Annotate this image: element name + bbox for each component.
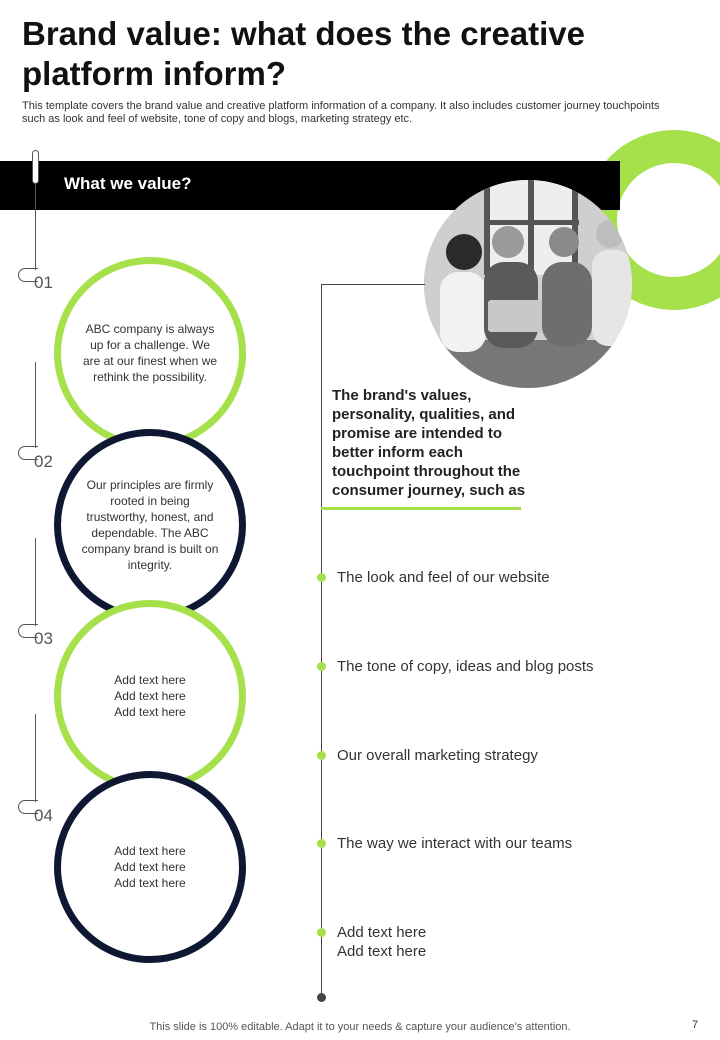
lead-underline (321, 507, 521, 510)
bullet-dot (317, 928, 326, 937)
timeline-knob (32, 150, 39, 184)
value-text: Add text here Add text here Add text here (114, 844, 186, 890)
footer-note: This slide is 100% editable. Adapt it to your needs & capture your audience’s attention. (149, 1021, 571, 1033)
page-title: Brand value: what does the creative platform inform? (22, 15, 586, 92)
bullet-dot (317, 662, 326, 671)
timeline-connector (35, 180, 36, 270)
bullet-dot (317, 839, 326, 848)
timeline-connector (35, 538, 36, 626)
touchpoint-timeline (321, 284, 322, 998)
team-photo (424, 180, 632, 388)
touchpoint-item: Our overall marketing strategy (337, 747, 538, 764)
page-subtitle: This template covers the brand value and creative platform information of a company. It also includes customer journey touchpoints such as look and feel of website, tone of copy and blogs, marketing strategy etc. (22, 100, 660, 125)
team-photo-image (424, 180, 632, 388)
value-circle-3 (54, 600, 246, 792)
step-number: 01 (34, 273, 53, 292)
bullet-dot (317, 573, 326, 582)
step-number: 04 (34, 806, 53, 825)
value-circle-2 (54, 429, 246, 621)
step-number: 02 (34, 452, 53, 471)
value-text: ABC company is always up for a challenge. We are at our finest when we rethink the possibility. (82, 322, 218, 384)
timeline-branch (321, 284, 425, 285)
touchpoint-item: The look and feel of our website (337, 569, 550, 586)
page-number: 7 (692, 1019, 699, 1031)
touchpoint-item: The way we interact with our teams (337, 835, 573, 852)
timeline-connector (35, 362, 36, 448)
value-circle-4 (54, 771, 246, 963)
value-text: Add text here Add text here Add text here (114, 673, 186, 719)
touchpoint-item: Add text here Add text here (337, 924, 427, 960)
lead-statement: The brand's values, personality, qualities, and promise are intended to better inform each touchpoint throughout the consumer journey, such as (332, 387, 526, 499)
value-circle-1 (54, 257, 246, 449)
banner-label: What we value? (64, 174, 192, 193)
bullet-dot (317, 751, 326, 760)
step-number: 03 (34, 629, 53, 648)
timeline-end-dot (317, 993, 326, 1002)
touchpoint-item: The tone of copy, ideas and blog posts (337, 658, 594, 675)
value-text: Our principles are firmly rooted in being trustworthy, honest, and dependable. The ABC company brand is built on integrity. (81, 478, 219, 572)
timeline-connector (35, 714, 36, 802)
